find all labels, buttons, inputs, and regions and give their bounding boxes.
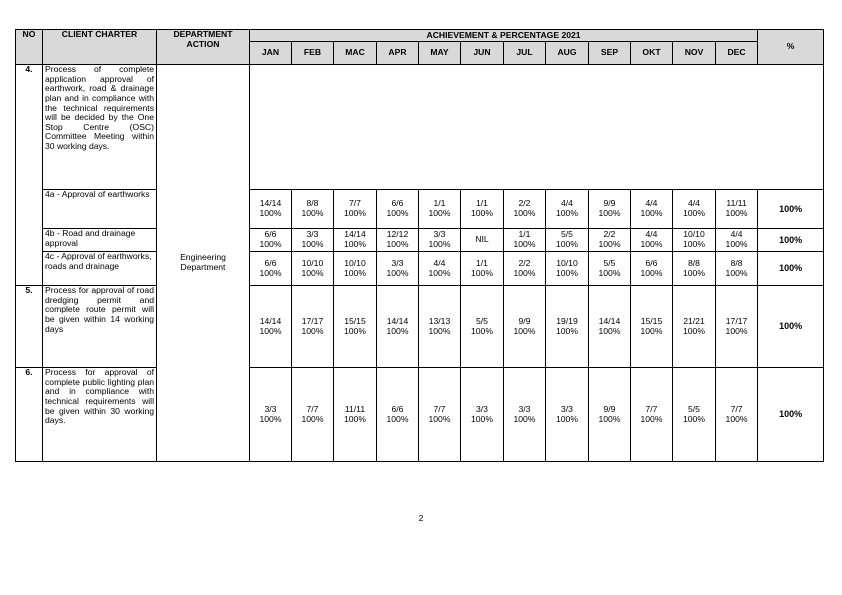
item-6-number: 6. — [16, 368, 43, 462]
percent-value: 100% — [344, 325, 366, 336]
count-value: 14/14 — [598, 315, 621, 326]
percent-value: 100% — [598, 267, 621, 278]
count-value: 4/4 — [645, 198, 658, 209]
month-value-cell — [250, 229, 292, 252]
count-value: 13/13 — [428, 315, 451, 326]
month-value-cell — [716, 368, 758, 462]
month-value-cell — [504, 252, 546, 286]
count-value: 3/3 — [476, 403, 488, 414]
count-value: 8/8 — [306, 198, 319, 209]
count-value: 3/3 — [433, 229, 446, 240]
count-value: 4/4 — [688, 198, 700, 209]
month-value-cell — [546, 368, 589, 462]
month-value-cell — [461, 252, 504, 286]
percent-value: 100% — [556, 239, 578, 249]
percent-value: 100% — [598, 413, 621, 424]
percent-value: 100% — [259, 413, 282, 424]
percent-value: 100% — [301, 413, 324, 424]
count-value: 2/2 — [518, 198, 531, 209]
percent-value: 100% — [301, 239, 324, 249]
month-value-cell — [589, 286, 631, 368]
month-value-cell — [504, 190, 546, 229]
month-value-cell — [631, 190, 673, 229]
percent-value: 100% — [301, 208, 324, 218]
month-value-cell — [716, 252, 758, 286]
count-value: 19/19 — [556, 315, 578, 326]
month-value-cell — [673, 252, 716, 286]
department-engineering — [157, 65, 250, 462]
percent-value: 100% — [344, 208, 366, 218]
month-value-cell — [631, 368, 673, 462]
percent-value: 100% — [471, 267, 493, 278]
month-value-cell — [292, 190, 334, 229]
percent-value: 100% — [598, 208, 621, 218]
count-value: 17/17 — [725, 315, 748, 326]
percent-value: 100% — [683, 239, 705, 249]
percent-value: 100% — [428, 239, 451, 249]
month-value-cell — [716, 286, 758, 368]
percent-value: 100% — [725, 208, 748, 218]
percent-value: 100% — [344, 239, 366, 249]
count-value: 14/14 — [344, 229, 366, 240]
month-value-cell — [546, 190, 589, 229]
percent-value: 100% — [386, 208, 409, 218]
percent-value: 100% — [428, 267, 451, 278]
percent-value: 100% — [471, 208, 493, 218]
month-value-cell — [419, 229, 461, 252]
percent-value: 100% — [259, 325, 282, 336]
header-client-charter: CLIENT CHARTER — [43, 30, 157, 65]
header-month-nov: NOV — [673, 42, 716, 65]
month-value-cell — [716, 229, 758, 252]
count-value: 10/10 — [683, 229, 705, 240]
percent-value: 100% — [725, 325, 748, 336]
month-value-cell — [250, 252, 292, 286]
count-value: 10/10 — [344, 257, 366, 268]
month-value-cell — [504, 229, 546, 252]
month-value-cell — [631, 286, 673, 368]
header-month-feb: FEB — [292, 42, 334, 65]
percent-value: 100% — [598, 325, 621, 336]
percent-value: 100% — [556, 208, 578, 218]
count-value: 11/11 — [344, 403, 366, 414]
month-value-cell — [377, 190, 419, 229]
count-value: 2/2 — [603, 229, 616, 240]
row-percent: 100% — [758, 252, 824, 286]
page-number: 2 — [418, 513, 424, 523]
table-row — [16, 229, 824, 252]
count-value: 14/14 — [259, 315, 282, 326]
percent-value: 100% — [556, 267, 578, 278]
month-value-cell — [292, 229, 334, 252]
month-value-cell — [250, 368, 292, 462]
percent-value: 100% — [683, 208, 705, 218]
percent-value: 100% — [513, 267, 536, 278]
month-value-cell — [334, 368, 377, 462]
header-month-okt: OKT — [631, 42, 673, 65]
month-value-cell — [419, 368, 461, 462]
count-value: 6/6 — [264, 229, 277, 240]
percent-value: 100% — [344, 413, 366, 424]
month-value-cell — [716, 190, 758, 229]
count-value: 9/9 — [603, 403, 616, 414]
item-4-number: 4. — [16, 65, 43, 286]
percent-value: 100% — [386, 325, 409, 336]
header-achievement: ACHIEVEMENT & PERCENTAGE 2021 — [250, 30, 758, 42]
percent-value: 100% — [556, 413, 578, 424]
header-percent: % — [758, 30, 824, 65]
percent-value: 100% — [640, 325, 663, 336]
item-4-blank-cell — [250, 65, 824, 190]
header-month-jul: JUL — [504, 42, 546, 65]
month-value-cell — [504, 368, 546, 462]
month-value-cell — [419, 286, 461, 368]
month-value-cell — [631, 229, 673, 252]
row-percent: 100% — [758, 368, 824, 462]
table-row — [16, 190, 824, 229]
percent-value: 100% — [640, 413, 663, 424]
percent-value: 100% — [428, 325, 451, 336]
month-value-cell — [334, 190, 377, 229]
percent-value: 100% — [428, 208, 451, 218]
item-6-description: Process for approval of complete public lighting plan and in compliance with technical requirements will be given within 30 working days. — [43, 368, 157, 462]
table-row — [16, 368, 824, 462]
count-value: 5/5 — [561, 229, 573, 240]
percent-value: 100% — [556, 325, 578, 336]
count-value: 1/1 — [433, 198, 446, 209]
percent-value: 100% — [386, 413, 409, 424]
client-charter-table — [15, 29, 824, 462]
count-value: 6/6 — [264, 257, 277, 268]
count-value: 3/3 — [518, 403, 531, 414]
percent-value: 100% — [386, 267, 409, 278]
count-value: 7/7 — [730, 403, 743, 414]
header-department-action: DEPARTMENT ACTION — [157, 30, 250, 65]
count-value: 6/6 — [645, 257, 658, 268]
month-value-cell — [377, 368, 419, 462]
department-label: Engineering Department — [180, 252, 226, 272]
percent-value: 100% — [683, 267, 705, 278]
percent-value: 100% — [513, 325, 536, 336]
count-value: 3/3 — [561, 403, 573, 414]
percent-value: 100% — [471, 413, 493, 424]
month-value-cell — [461, 368, 504, 462]
count-value: 21/21 — [683, 315, 705, 326]
percent-value: 100% — [259, 267, 282, 278]
month-value-cell — [673, 190, 716, 229]
percent-value: 100% — [513, 208, 536, 218]
item-5-number: 5. — [16, 286, 43, 368]
month-value-cell — [589, 190, 631, 229]
count-value: 8/8 — [730, 257, 743, 268]
percent-value: 100% — [640, 239, 663, 249]
percent-value: 100% — [344, 267, 366, 278]
row-percent: 100% — [758, 190, 824, 229]
count-value: 7/7 — [306, 403, 319, 414]
month-value-cell — [419, 190, 461, 229]
count-value: 17/17 — [301, 315, 324, 326]
header-month-jun: JUN — [461, 42, 504, 65]
count-value: 7/7 — [433, 403, 446, 414]
percent-value: 100% — [301, 325, 324, 336]
month-value-cell — [461, 286, 504, 368]
month-value-cell — [589, 368, 631, 462]
month-value-cell — [546, 286, 589, 368]
table-row — [16, 252, 824, 286]
month-value-cell — [377, 286, 419, 368]
item-5-description: Process for approval of road dredging permit and complete route permit will be given within 14 working days — [43, 286, 157, 368]
month-value-cell — [589, 229, 631, 252]
month-value-cell — [419, 252, 461, 286]
month-value-cell — [673, 229, 716, 252]
row-percent: 100% — [758, 229, 824, 252]
month-value-cell — [631, 252, 673, 286]
count-value: 3/3 — [391, 257, 404, 268]
count-value: 4/4 — [645, 229, 658, 240]
month-value-cell — [461, 229, 504, 252]
percent-value: 100% — [640, 208, 663, 218]
month-value-cell — [292, 252, 334, 286]
month-value-cell — [334, 286, 377, 368]
percent-value: 100% — [428, 413, 451, 424]
count-value: 6/6 — [391, 198, 404, 209]
row-percent: 100% — [758, 286, 824, 368]
count-value: 1/1 — [476, 198, 488, 209]
month-value-cell — [334, 229, 377, 252]
count-value: 3/3 — [264, 403, 277, 414]
count-value: 15/15 — [640, 315, 663, 326]
count-value: 4/4 — [730, 229, 743, 240]
header-month-aug: AUG — [546, 42, 589, 65]
month-value-cell — [546, 229, 589, 252]
percent-value: 100% — [259, 208, 282, 218]
sub-item-label: 4a - Approval of earthworks — [43, 190, 157, 229]
percent-value: 100% — [513, 239, 536, 249]
percent-value: 100% — [259, 239, 282, 249]
header-month-sep: SEP — [589, 42, 631, 65]
table-row — [16, 286, 824, 368]
percent-value: 100% — [725, 413, 748, 424]
header-month-apr: APR — [377, 42, 419, 65]
count-value: 11/11 — [726, 198, 747, 209]
month-value-cell — [334, 252, 377, 286]
count-value: 5/5 — [476, 315, 488, 326]
month-value-cell — [377, 252, 419, 286]
month-value-cell — [504, 286, 546, 368]
count-value: 8/8 — [688, 257, 700, 268]
percent-value: 100% — [683, 325, 705, 336]
item-4-description: Process of complete application approval of earthwork, road & drainage plan and in compliance with the technical requirements will be decided by the One Stop Centre (OSC) Committee Meeting within 30 working days. — [43, 65, 157, 190]
month-value-cell — [250, 286, 292, 368]
count-value: 9/9 — [518, 315, 531, 326]
month-value-cell — [250, 190, 292, 229]
count-value: NIL — [475, 234, 489, 245]
header-month-dec: DEC — [716, 42, 758, 65]
percent-value: 100% — [598, 239, 621, 249]
count-value: 2/2 — [518, 257, 531, 268]
percent-value: 100% — [301, 267, 324, 278]
sub-item-label: 4b - Road and drainage approval — [43, 229, 157, 252]
percent-value: 100% — [386, 239, 409, 249]
count-value: 15/15 — [344, 315, 366, 326]
count-value: 7/7 — [349, 198, 361, 209]
header-no: NO — [16, 30, 43, 65]
percent-value: 100% — [725, 239, 748, 249]
count-value: 9/9 — [603, 198, 616, 209]
percent-value: 100% — [471, 325, 493, 336]
sub-item-label: 4c - Approval of earthworks, roads and drainage — [43, 252, 157, 286]
percent-value: 100% — [640, 267, 663, 278]
count-value: 7/7 — [645, 403, 658, 414]
count-value: 10/10 — [556, 257, 578, 268]
count-value: 4/4 — [561, 198, 573, 209]
percent-value: 100% — [683, 413, 705, 424]
percent-value: 100% — [513, 413, 536, 424]
header-month-mac: MAC — [334, 42, 377, 65]
month-value-cell — [292, 368, 334, 462]
month-value-cell — [546, 252, 589, 286]
count-value: 1/1 — [476, 257, 488, 268]
month-value-cell — [461, 190, 504, 229]
month-value-cell — [589, 252, 631, 286]
month-value-cell — [673, 368, 716, 462]
count-value: 5/5 — [688, 403, 700, 414]
percent-value: 100% — [725, 267, 748, 278]
count-value: 14/14 — [259, 198, 282, 209]
count-value: 4/4 — [433, 257, 446, 268]
count-value: 12/12 — [386, 229, 409, 240]
count-value: 1/1 — [518, 229, 531, 240]
month-value-cell — [377, 229, 419, 252]
month-value-cell — [673, 286, 716, 368]
header-month-may: MAY — [419, 42, 461, 65]
count-value: 5/5 — [603, 257, 616, 268]
count-value: 6/6 — [391, 403, 404, 414]
count-value: 10/10 — [301, 257, 324, 268]
count-value: 3/3 — [306, 229, 319, 240]
count-value: 14/14 — [386, 315, 409, 326]
month-value-cell — [292, 286, 334, 368]
header-month-jan: JAN — [250, 42, 292, 65]
